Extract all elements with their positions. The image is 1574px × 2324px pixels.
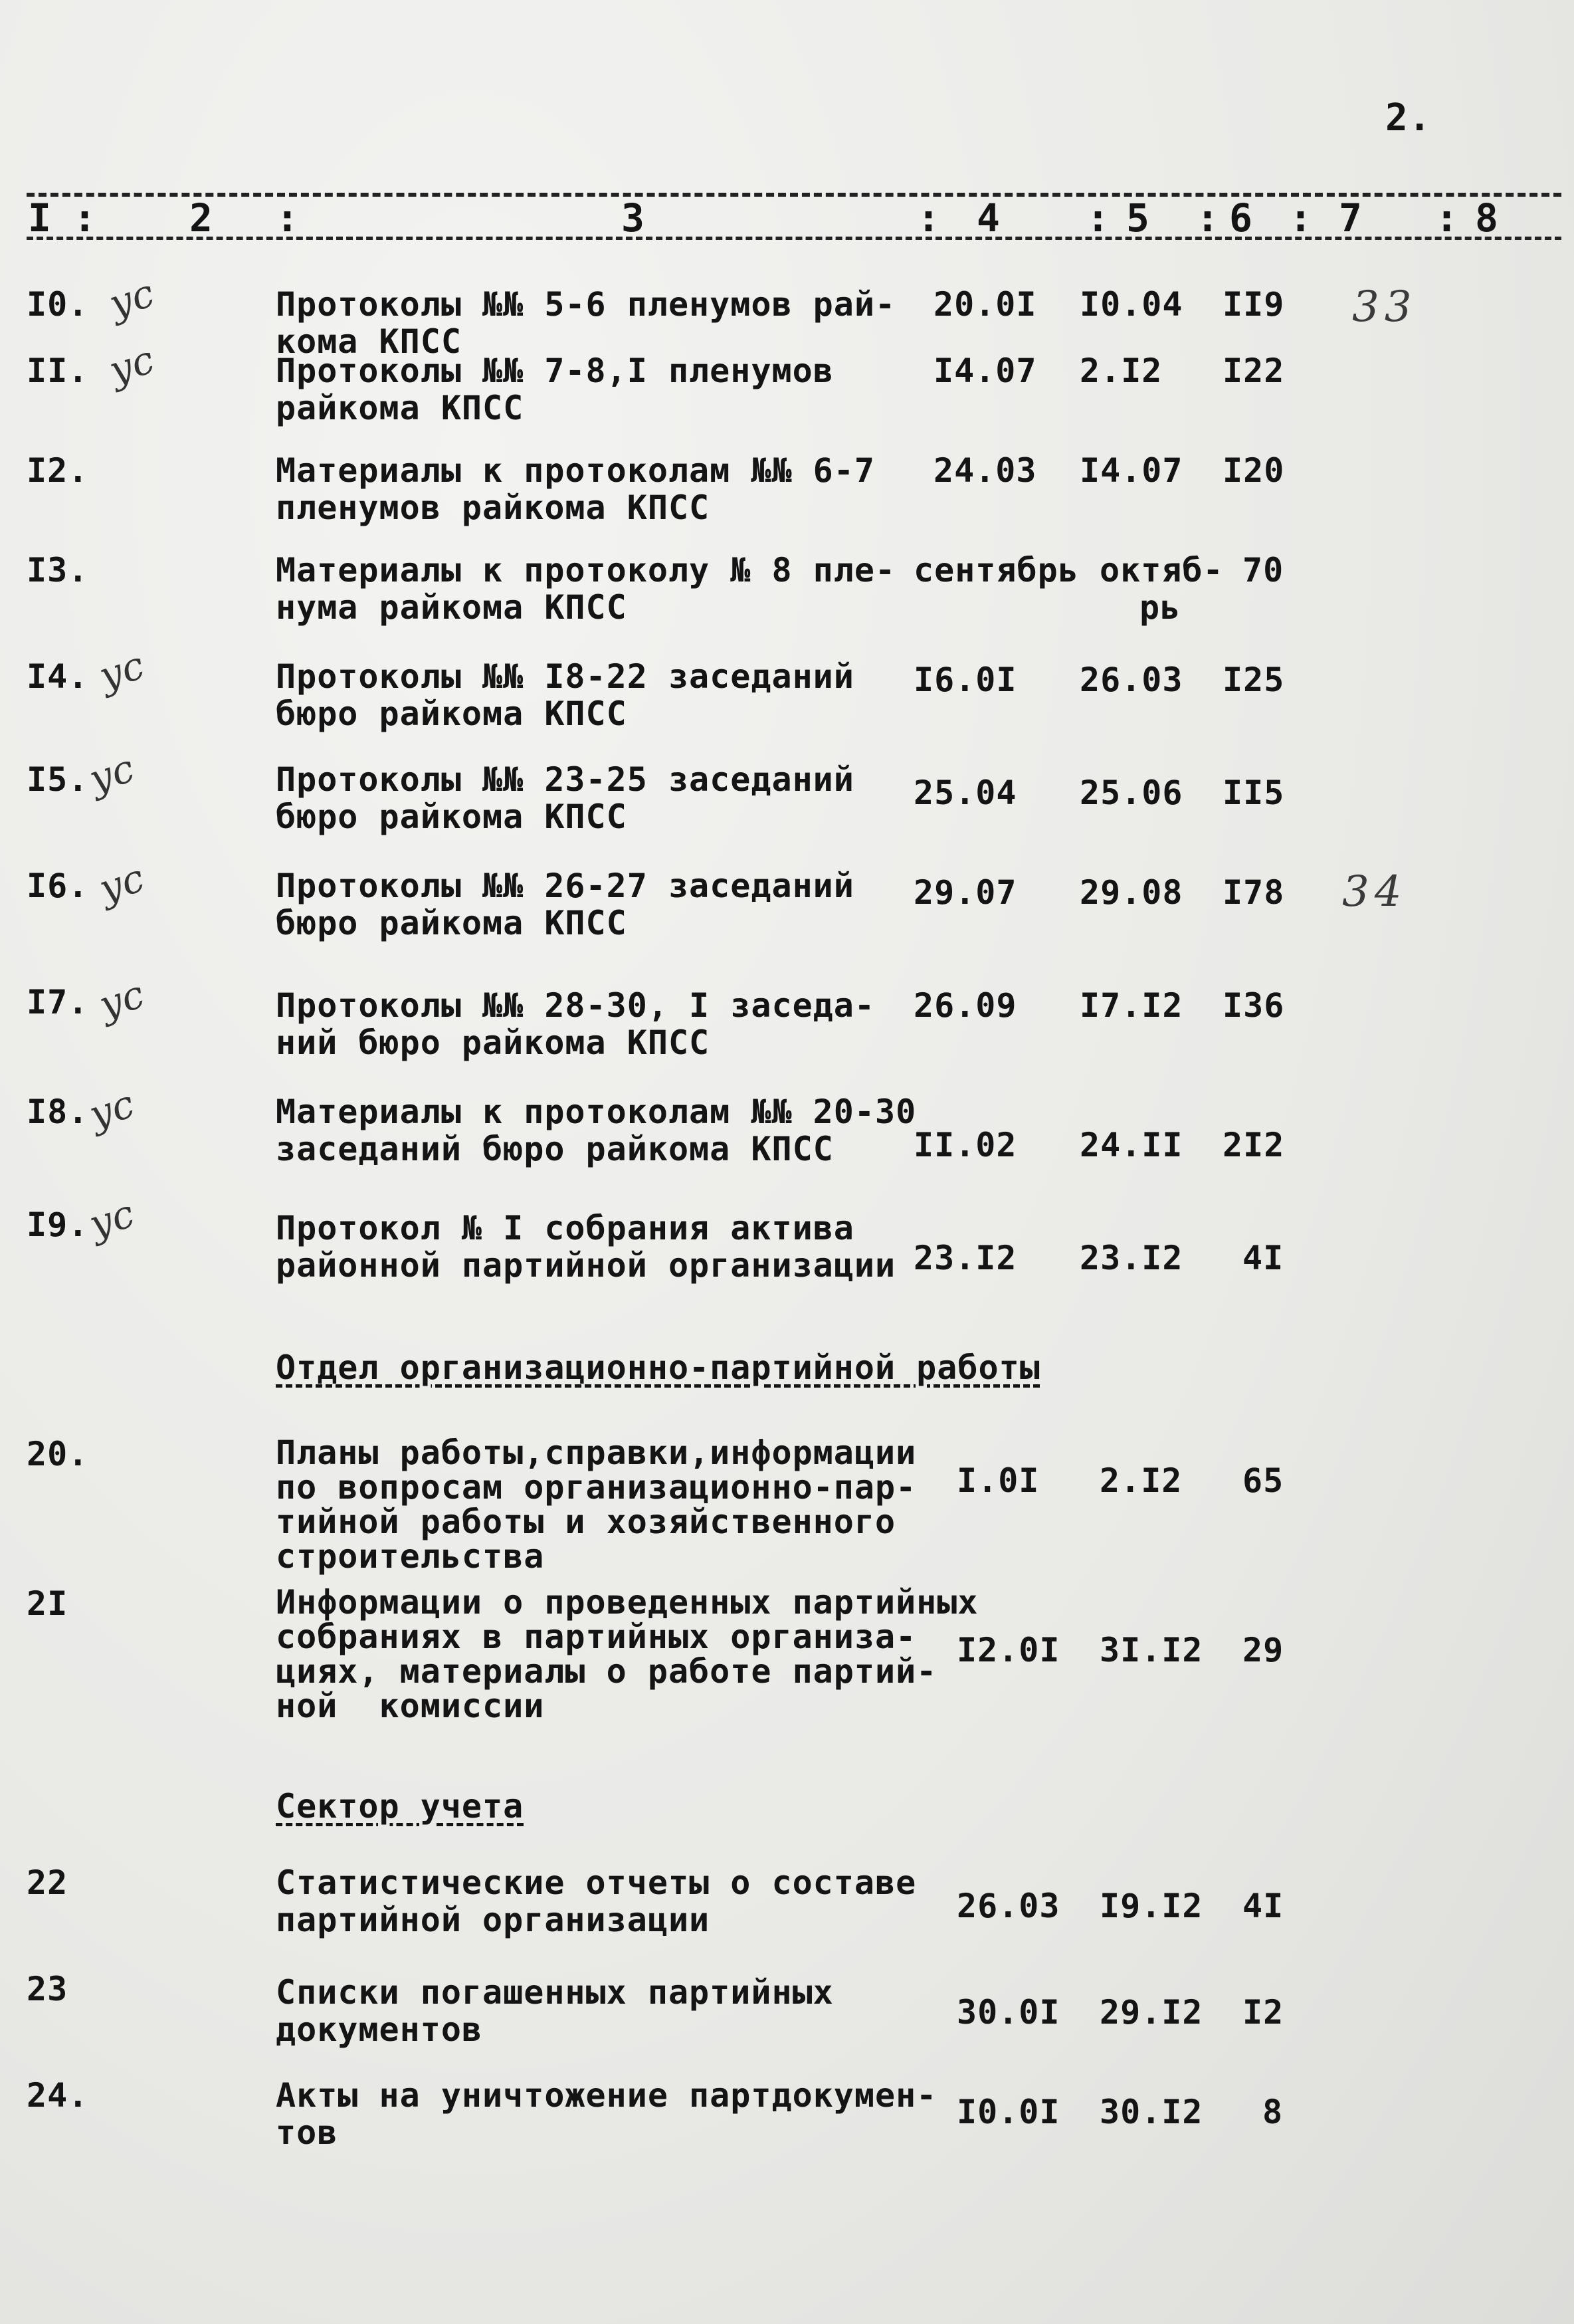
entry-title-line: бюро райкома КПСС — [276, 797, 627, 836]
entry-number: I8. — [27, 1093, 89, 1131]
entry-title-line: тов — [276, 2113, 338, 2152]
entry-title — [276, 987, 875, 1061]
header-bottom-rule — [27, 237, 1561, 240]
entry-title-line: Материалы к протоколам №№ 20-30 — [276, 1093, 917, 1131]
entry-end-date — [1100, 552, 1224, 626]
entry-start-date: I.0I — [957, 1461, 1040, 1500]
entry-title-line: Материалы к протоколам №№ 6-7 — [276, 451, 875, 490]
section-heading-accounting: Сектор учета — [276, 1787, 524, 1826]
entry-title-line: заседаний бюро райкома КПСС — [276, 1130, 834, 1168]
entry-title-line: документов — [276, 2010, 483, 2049]
entry-title-line: Материалы к протоколу № 8 пле- — [276, 551, 896, 589]
entry-title-line: циях, материалы о работе партий- — [276, 1652, 937, 1691]
entry-title-line: райкома КПСС — [276, 389, 524, 427]
entry-start-date: I6.0I — [914, 661, 1017, 699]
entry-title-line: тийной работы и хозяйственного — [276, 1503, 896, 1541]
entry-title-line: Протоколы №№ 5-6 пленумов рай- — [276, 285, 896, 324]
entry-end-date-line: рь — [1139, 588, 1181, 627]
entry-title — [276, 867, 854, 942]
entry-sheet-count: 2I2 — [1223, 1126, 1285, 1164]
column-separator: : — [1435, 195, 1459, 241]
entry-sheet-count: I2 — [1242, 1993, 1284, 2032]
entry-title-line: Акты на уничтожение партдокумен- — [276, 2076, 937, 2115]
entry-number: I4. — [27, 657, 89, 696]
entry-title-line: пленумов райкома КПСС — [276, 488, 710, 527]
entry-end-date: I4.07 — [1080, 451, 1183, 490]
entry-title — [276, 286, 896, 360]
entry-sheet-count: 4I — [1242, 1239, 1284, 1277]
entry-title-line: Информации о проведенных партийных — [276, 1583, 979, 1622]
entry-number: I2. — [27, 451, 89, 490]
entry-start-date: 26.09 — [914, 986, 1017, 1025]
entry-start-date: 26.03 — [957, 1887, 1060, 1925]
entry-title — [276, 1093, 916, 1168]
entry-end-date-line: октяб- — [1100, 551, 1224, 589]
entry-number: 20. — [27, 1435, 89, 1473]
entry-number: 2I — [27, 1584, 68, 1623]
handwritten-note: 34 — [1342, 867, 1407, 916]
entry-start-date: II.02 — [914, 1126, 1017, 1164]
entry-sheet-count: I20 — [1223, 451, 1285, 490]
column-header-5: 5 — [1126, 195, 1150, 241]
entry-title-line: Протокол № I собрания актива — [276, 1209, 854, 1247]
entry-end-date: I9.I2 — [1100, 1887, 1203, 1925]
entry-sheet-count: I25 — [1223, 661, 1285, 699]
entry-title-line: Протоколы №№ 7-8,I пленумов — [276, 352, 834, 390]
entry-sheet-count: I36 — [1223, 986, 1285, 1025]
entry-sheet-count: I22 — [1223, 352, 1285, 390]
entry-end-date: 2.I2 — [1100, 1461, 1183, 1500]
entry-sheet-count: 8 — [1262, 2093, 1284, 2131]
column-separator: : — [1086, 195, 1110, 241]
column-header-8: 8 — [1475, 195, 1499, 241]
column-separator: : — [1289, 195, 1313, 241]
entry-end-date: 3I.I2 — [1100, 1631, 1203, 1669]
entry-title-line: ний бюро райкома КПСС — [276, 1023, 710, 1062]
entry-number: I9. — [27, 1206, 89, 1244]
entry-sheet-count: 65 — [1242, 1461, 1284, 1500]
column-separator: : — [73, 195, 97, 241]
entry-title — [276, 1864, 916, 1939]
section-heading-org-party: Отдел организационно-партийной работы — [276, 1348, 1040, 1387]
entry-title-line: Протоколы №№ I8-22 заседаний — [276, 657, 854, 696]
entry-number: 23 — [27, 1970, 68, 2008]
entry-start-date: 29.07 — [914, 873, 1017, 912]
entry-end-date: 25.06 — [1080, 774, 1183, 812]
entry-title-line: Протоколы №№ 28-30, I заседа- — [276, 986, 875, 1025]
entry-title-line: бюро райкома КПСС — [276, 904, 627, 942]
entry-end-date: 29.I2 — [1100, 1993, 1203, 2032]
entry-title-line: Протоколы №№ 26-27 заседаний — [276, 867, 854, 905]
entry-title-line: собраниях в партийных организа- — [276, 1618, 917, 1656]
entry-start-date: 30.0I — [957, 1993, 1060, 2032]
header-top-rule — [27, 193, 1561, 197]
entry-start-date: I4.07 — [934, 352, 1037, 390]
entry-start-date: 25.04 — [914, 774, 1017, 812]
entry-title-line: Протоколы №№ 23-25 заседаний — [276, 760, 854, 799]
entry-end-date: 2.I2 — [1080, 352, 1163, 390]
entry-start-date: 24.03 — [934, 451, 1037, 490]
entry-title-line: кома КПСС — [276, 322, 462, 361]
entry-title-line: по вопросам организационно-пар- — [276, 1468, 917, 1507]
entry-end-date: I7.I2 — [1080, 986, 1183, 1025]
entry-start-date: I0.0I — [957, 2093, 1060, 2131]
entry-sheet-count: II5 — [1223, 774, 1285, 812]
entry-title-line: районной партийной организации — [276, 1246, 896, 1285]
page-number: 2. — [1385, 96, 1432, 140]
entry-title-line: нума райкома КПСС — [276, 588, 627, 627]
entry-end-date: 23.I2 — [1080, 1239, 1183, 1277]
entry-sheet-count: II9 — [1223, 285, 1285, 324]
entry-end-date: I0.04 — [1080, 285, 1183, 324]
entry-title — [276, 761, 854, 835]
entry-title — [276, 1210, 896, 1284]
column-separator: : — [917, 195, 941, 241]
check-mark: ус — [104, 336, 160, 393]
check-mark: ус — [104, 270, 160, 327]
entry-number: 22 — [27, 1863, 68, 1902]
check-mark: ус — [84, 1190, 140, 1247]
entry-title-line: партийной организации — [276, 1901, 710, 1939]
column-header-3: 3 — [621, 195, 645, 241]
entry-title — [276, 352, 834, 427]
entry-title — [276, 452, 875, 526]
entry-title — [276, 2077, 937, 2151]
entry-title — [276, 552, 896, 626]
entry-start-date: 23.I2 — [914, 1239, 1017, 1277]
entry-title — [276, 1585, 979, 1723]
entry-start-date: I2.0I — [957, 1631, 1060, 1669]
column-header-2: 2 — [189, 195, 213, 241]
entry-number: I0. — [27, 285, 89, 324]
entry-title — [276, 1435, 916, 1574]
entry-number: I3. — [27, 551, 89, 589]
entry-end-date: 30.I2 — [1100, 2093, 1203, 2131]
entry-sheet-count: 70 — [1242, 551, 1284, 589]
check-mark: ус — [94, 642, 150, 699]
entry-title — [276, 658, 854, 732]
entry-title-line: Планы работы,справки,информации — [276, 1433, 917, 1472]
entry-number: I7. — [27, 983, 89, 1021]
check-mark: ус — [94, 855, 150, 912]
check-mark: ус — [84, 745, 140, 802]
entry-end-date: 26.03 — [1080, 661, 1183, 699]
column-header-4: 4 — [977, 195, 1001, 241]
entry-sheet-count: 4I — [1242, 1887, 1284, 1925]
entry-start-date: 20.0I — [934, 285, 1037, 324]
column-header-1: I — [28, 195, 52, 241]
entry-title-line: бюро райкома КПСС — [276, 694, 627, 733]
entry-number: 24. — [27, 2076, 89, 2115]
handwritten-note: 33 — [1352, 282, 1417, 332]
column-header-6: 6 — [1229, 195, 1253, 241]
column-separator: : — [1196, 195, 1220, 241]
entry-number: II. — [27, 352, 89, 390]
entry-number: I6. — [27, 867, 89, 905]
entry-title-line: Списки погашенных партийных — [276, 1973, 834, 2012]
entry-title-line: строительства — [276, 1537, 545, 1576]
entry-sheet-count: 29 — [1242, 1631, 1284, 1669]
entry-end-date: 24.II — [1080, 1126, 1183, 1164]
entry-start-date: сентябрь — [914, 551, 1079, 589]
column-header-7: 7 — [1339, 195, 1363, 241]
column-separator: : — [276, 195, 300, 241]
entry-title-line: Статистические отчеты о составе — [276, 1863, 917, 1902]
check-mark: ус — [94, 971, 150, 1028]
entry-title-line: ной комиссии — [276, 1687, 545, 1725]
entry-title — [276, 1974, 834, 2048]
check-mark: ус — [84, 1081, 140, 1138]
entry-sheet-count: I78 — [1223, 873, 1285, 912]
entry-number: I5. — [27, 760, 89, 799]
entry-end-date: 29.08 — [1080, 873, 1183, 912]
